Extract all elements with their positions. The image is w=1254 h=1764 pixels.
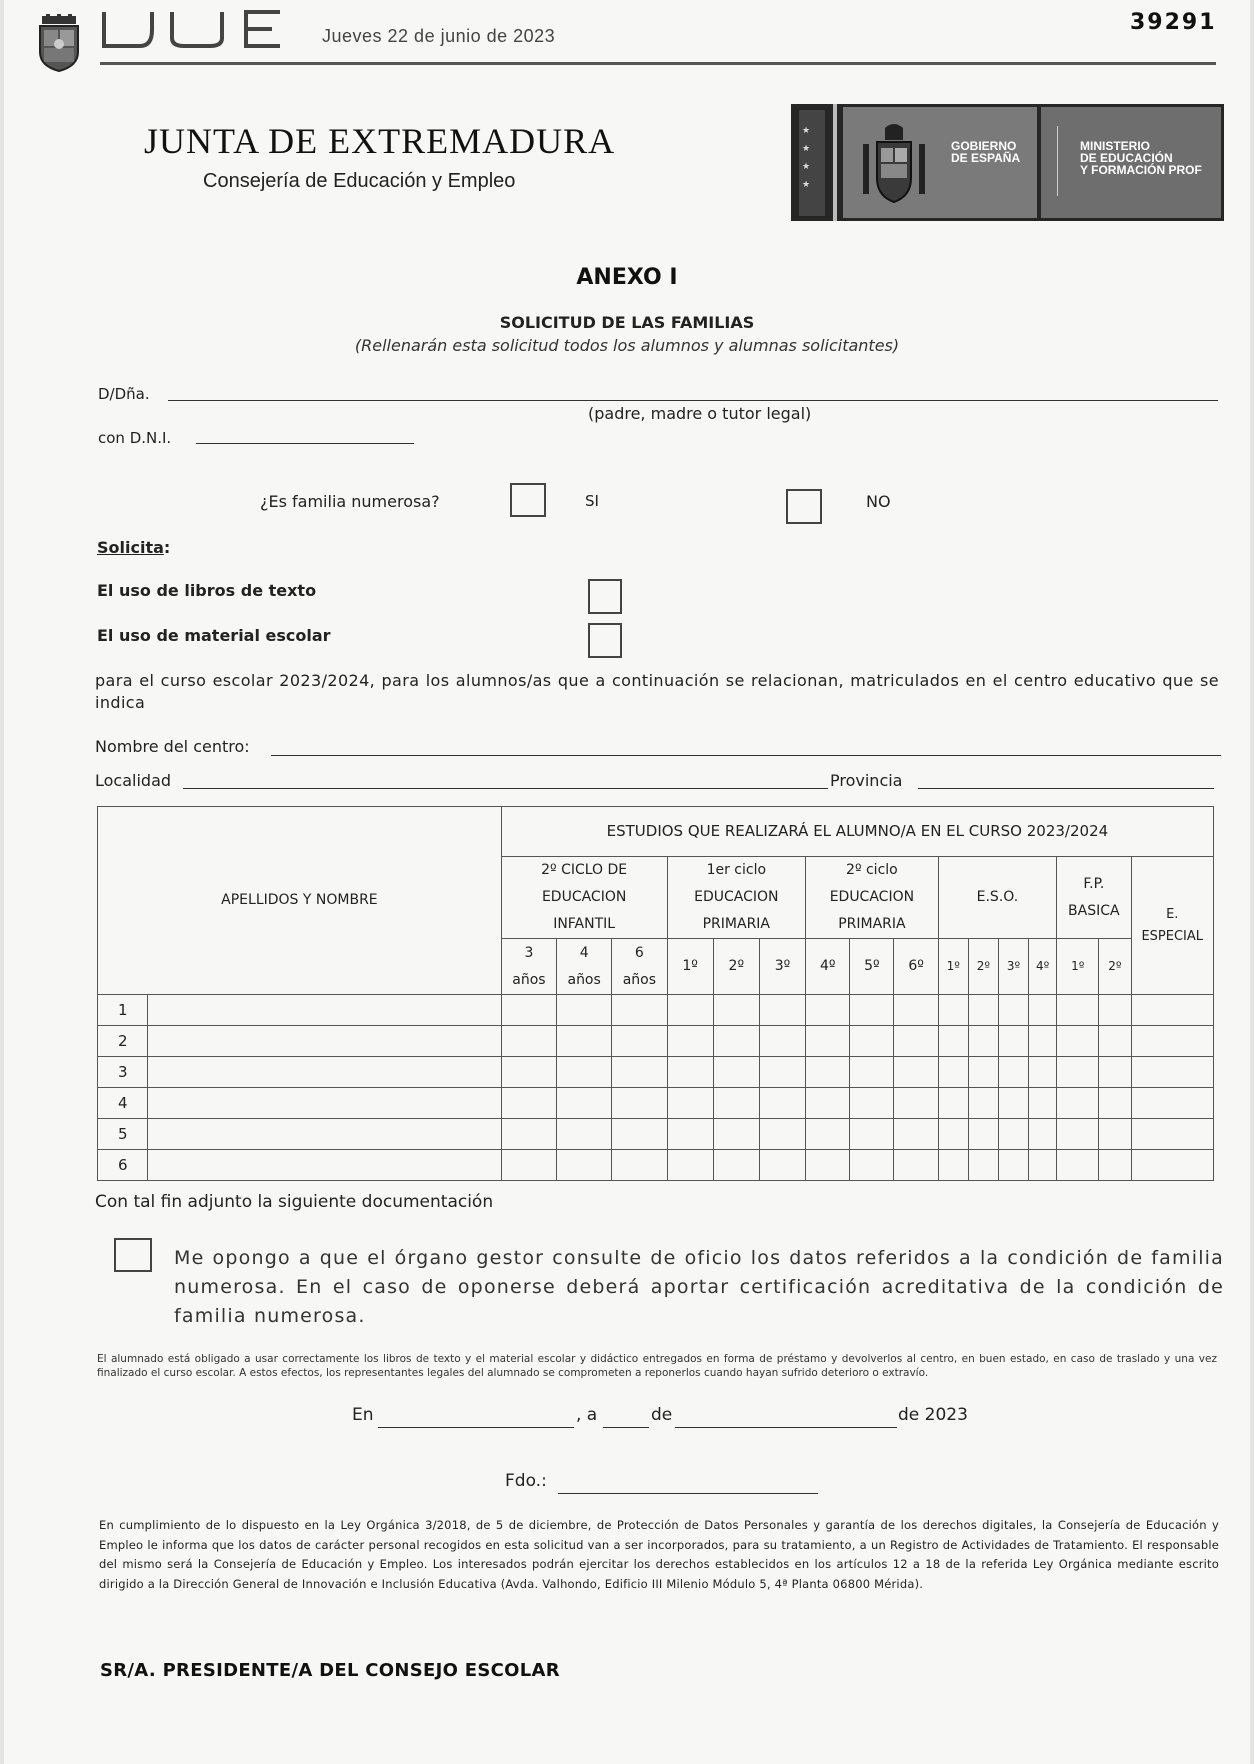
course-cell[interactable] [759,1119,805,1150]
group-primaria-2: 2º ciclo EDUCACION PRIMARIA [806,857,939,939]
table-row [98,1057,1214,1088]
course-cell[interactable] [501,995,556,1026]
course-cell[interactable] [759,1150,805,1181]
course-cell[interactable] [1057,1088,1099,1119]
provincia-field[interactable] [918,788,1214,789]
course-cell[interactable] [1099,1026,1131,1057]
course-cell[interactable] [850,1057,894,1088]
course-cell[interactable] [759,1026,805,1057]
course-cell[interactable] [612,1150,667,1181]
course-cell[interactable] [667,995,713,1026]
course-cell[interactable] [1099,1088,1131,1119]
gobierno-label: GOBIERNO DE ESPAÑA [951,139,1021,165]
course-cell[interactable] [612,995,667,1026]
numerosa-no-checkbox[interactable] [786,489,822,524]
course-cell[interactable] [938,995,968,1026]
numerosa-si-checkbox[interactable] [510,483,546,517]
course-cell[interactable] [1099,1057,1131,1088]
course-cell[interactable] [557,995,612,1026]
course-cell[interactable] [501,1057,556,1088]
logo-separator [833,104,837,221]
signature-field[interactable] [558,1493,818,1494]
course-cell[interactable] [938,1088,968,1119]
day-field[interactable] [603,1427,649,1428]
si-label: SI [585,492,599,510]
course-cell[interactable] [759,995,805,1026]
course-cell[interactable] [850,1119,894,1150]
group-fp-basica: F.P. BASICA [1057,857,1131,939]
col-primaria-4: 4º [806,939,850,995]
course-cell[interactable] [557,1057,612,1088]
course-cell[interactable] [759,1088,805,1119]
course-cell[interactable] [998,1150,1028,1181]
course-cell[interactable] [557,1119,612,1150]
course-cell[interactable] [806,1057,850,1088]
course-cell[interactable] [501,1119,556,1150]
course-cell[interactable] [667,1026,713,1057]
course-cell[interactable] [557,1026,612,1057]
course-cell[interactable] [1029,1026,1057,1057]
course-cell[interactable] [612,1119,667,1150]
course-cell[interactable] [667,1057,713,1088]
material-checkbox[interactable] [588,623,622,658]
course-cell[interactable] [806,1119,850,1150]
course-cell[interactable] [501,1026,556,1057]
student-name-cell[interactable] [148,1150,502,1181]
row-number: 4 [98,1088,148,1119]
course-cell[interactable] [612,1026,667,1057]
students-table [97,806,1214,1181]
institution-title: JUNTA DE EXTREMADURA [144,121,616,161]
student-name-cell[interactable] [148,995,502,1026]
month-field[interactable] [675,1427,897,1428]
course-cell[interactable] [1057,1057,1099,1088]
signature-label: Fdo.: [505,1471,547,1491]
course-cell[interactable] [894,1026,938,1057]
course-cell[interactable] [713,995,759,1026]
course-cell[interactable] [850,1026,894,1057]
course-cell[interactable] [557,1088,612,1119]
dni-field[interactable] [196,443,414,444]
course-cell[interactable] [998,1088,1028,1119]
course-cell[interactable] [1131,1088,1214,1119]
course-cell[interactable] [667,1150,713,1181]
course-cell[interactable] [968,1150,998,1181]
table-row [98,995,1214,1026]
course-cell[interactable] [968,1119,998,1150]
course-cell[interactable] [1057,995,1099,1026]
course-cell[interactable] [713,1057,759,1088]
annex-title: ANEXO I [576,265,678,290]
col-primaria-2: 2º [713,939,759,995]
stars-icon: ★ ★ ★ ★ [802,126,811,190]
course-cell[interactable] [713,1026,759,1057]
centro-field[interactable] [271,755,1221,756]
oponer-text: Me opongo a que el órgano gestor consulte de oficio los datos referidos a la condición de familia numerosa. En el caso de oponerse deberá aportar certificación acreditativa de la condición de familia numerosa. [174,1247,1224,1327]
ministerio-label: MINISTERIO DE EDUCACIÓN Y FORMACIÓN PROF [1080,139,1202,177]
institution-subtitle: Consejería de Educación y Empleo [203,170,516,192]
course-cell[interactable] [938,1026,968,1057]
course-cell[interactable] [968,995,998,1026]
day-label: , a [576,1405,598,1425]
localidad-field[interactable] [183,788,828,789]
row-number: 6 [98,1150,148,1181]
dona-label: D/Dña. [98,385,150,403]
student-name-cell[interactable] [148,1057,502,1088]
course-cell[interactable] [850,995,894,1026]
group-infantil: 2º CICLO DE EDUCACION INFANTIL [501,857,667,939]
legal-notice: En cumplimiento de lo dispuesto en la Ley Orgánica 3/2018, de 5 de diciembre, de Protección de Datos Personales y garantía de los derechos digitales, la Consejería de Educación y Empleo le informa que los datos de carácter personal recogidos en esta solicitud van a ser incorporados, para su tratamiento, a un Registro de Actividades de Tratamiento. El responsable del mismo será la Consejería de Educación y Empleo. Los interesados podrán ejercitar los derechos establecidos en los artículos 12 a 18 de la referida Ley Orgánica mediante escrito dirigido a la Dirección General de Innovación e Inclusión Educativa (Avda. Valhondo, Edificio III Milenio Módulo 5, 4ª Planta 06800 Mérida). [99,1518,1219,1591]
course-cell[interactable] [713,1119,759,1150]
course-cell[interactable] [938,1150,968,1181]
coat-of-arms-icon [855,122,933,206]
course-cell[interactable] [968,1026,998,1057]
col-fp-1: 1º [1057,939,1099,995]
course-cell[interactable] [938,1119,968,1150]
row-number: 2 [98,1026,148,1057]
course-cell[interactable] [1131,1119,1214,1150]
course-cell[interactable] [667,1088,713,1119]
course-cell[interactable] [1057,1150,1099,1181]
col-infantil-4: 4 años [557,939,612,995]
publication-date: Jueves 22 de junio de 2023 [322,26,556,46]
course-cell[interactable] [998,1057,1028,1088]
student-name-cell[interactable] [148,1088,502,1119]
course-cell[interactable] [894,1088,938,1119]
course-cell[interactable] [501,1088,556,1119]
col-infantil-6: 6 años [612,939,667,995]
course-cell[interactable] [806,1088,850,1119]
centro-label: Nombre del centro: [95,737,250,756]
course-cell[interactable] [759,1057,805,1088]
student-name-cell[interactable] [148,1026,502,1057]
course-cell[interactable] [557,1150,612,1181]
month-label: de [651,1405,673,1425]
table-row [98,1088,1214,1119]
table-row [98,1026,1214,1057]
course-cell[interactable] [1131,1057,1214,1088]
course-cell[interactable] [1029,995,1057,1026]
no-label: NO [866,492,891,511]
table-row [98,1150,1214,1181]
libros-checkbox[interactable] [588,579,622,614]
course-cell[interactable] [894,1150,938,1181]
course-cell[interactable] [806,1026,850,1057]
group-eso: E.S.O. [938,857,1057,939]
header-rule [100,62,1216,65]
course-cell[interactable] [713,1088,759,1119]
course-cell[interactable] [1029,1057,1057,1088]
course-cell[interactable] [1029,1150,1057,1181]
solicita-label: Solicita: [97,538,171,557]
course-cell[interactable] [1131,1026,1214,1057]
course-cell[interactable] [1099,1150,1131,1181]
col-eso-4: 4º [1029,939,1057,995]
obligation-text: El alumnado está obligado a usar correctamente los libros de texto y el material escolar y didáctico entregados en forma de préstamo y devolverlos al centro, en buen estado, en caso de traslado y una vez finalizado el curso escolar. A estos efectos, los representantes legales del alumnado se comprometen a reponerlos cuando hayan sufrido deterioro o extravío. [97,1353,1217,1379]
table-row [98,1119,1214,1150]
course-cell[interactable] [806,995,850,1026]
course-cell[interactable] [938,1057,968,1088]
material-label: El uso de material escolar [97,626,331,645]
course-cell[interactable] [894,1057,938,1088]
course-cell[interactable] [1029,1088,1057,1119]
col-eso-1: 1º [938,939,968,995]
course-cell[interactable] [806,1150,850,1181]
row-number: 1 [98,995,148,1026]
row-number: 3 [98,1057,148,1088]
col-primaria-1: 1º [667,939,713,995]
dona-field[interactable] [168,400,1218,401]
addressee: SR/A. PRESIDENTE/A DEL CONSEJO ESCOLAR [100,1660,560,1681]
course-cell[interactable] [1131,995,1214,1026]
group-primaria-1: 1er ciclo EDUCACION PRIMARIA [667,857,806,939]
course-cell[interactable] [667,1119,713,1150]
page-number: 39291 [1130,10,1217,35]
course-cell[interactable] [998,995,1028,1026]
oponer-checkbox[interactable] [114,1238,152,1272]
studies-header: ESTUDIOS QUE REALIZARÁ EL ALUMNO/A EN EL CURSO 2023/2024 [501,807,1213,857]
guardian-hint: (padre, madre o tutor legal) [588,404,812,423]
course-cell[interactable] [1099,995,1131,1026]
course-cell[interactable] [894,1119,938,1150]
col-eso-3: 3º [998,939,1028,995]
course-cell[interactable] [1131,1150,1214,1181]
place-field[interactable] [378,1427,574,1428]
place-label: En [352,1405,374,1425]
documentation-label: Con tal fin adjunto la siguiente documentación [95,1192,494,1212]
name-column-header: APELLIDOS Y NOMBRE [98,807,502,995]
col-primaria-3: 3º [759,939,805,995]
localidad-label: Localidad [95,771,172,790]
dni-label: con D.N.I. [98,429,172,447]
col-primaria-6: 6º [894,939,938,995]
course-cell[interactable] [1057,1026,1099,1057]
extremadura-crest-icon [36,14,82,72]
libros-label: El uso de libros de texto [97,581,317,600]
provincia-label: Provincia [830,771,903,790]
doe-logo [100,8,285,50]
row-number: 5 [98,1119,148,1150]
course-cell[interactable] [1057,1119,1099,1150]
course-cell[interactable] [850,1150,894,1181]
logo-divider [1057,126,1058,196]
course-cell[interactable] [998,1119,1028,1150]
course-cell[interactable] [612,1057,667,1088]
course-cell[interactable] [1099,1119,1131,1150]
course-cell[interactable] [894,995,938,1026]
course-cell[interactable] [968,1057,998,1088]
year-label: de 2023 [898,1405,968,1425]
course-cell[interactable] [1029,1119,1057,1150]
course-cell[interactable] [998,1026,1028,1057]
course-cell[interactable] [968,1088,998,1119]
course-paragraph: para el curso escolar 2023/2024, para los alumnos/as que a continuación se relacionan, matriculados en el centro educativo que se indica [95,671,1219,712]
col-fp-2: 2º [1099,939,1131,995]
col-primaria-5: 5º [850,939,894,995]
gobierno-ministerio-logo [791,104,1224,221]
numerosa-question: ¿Es familia numerosa? [260,492,440,511]
course-cell[interactable] [501,1150,556,1181]
student-name-cell[interactable] [148,1119,502,1150]
course-cell[interactable] [850,1088,894,1119]
course-cell[interactable] [612,1088,667,1119]
col-eso-2: 2º [968,939,998,995]
col-infantil-3: 3 años [501,939,556,995]
form-note: (Rellenarán esta solicitud todos los alumnos y alumnas solicitantes) [354,336,900,355]
form-heading: SOLICITUD DE LAS FAMILIAS [499,313,755,332]
group-especial: E. ESPECIAL [1131,857,1214,995]
course-cell[interactable] [713,1150,759,1181]
